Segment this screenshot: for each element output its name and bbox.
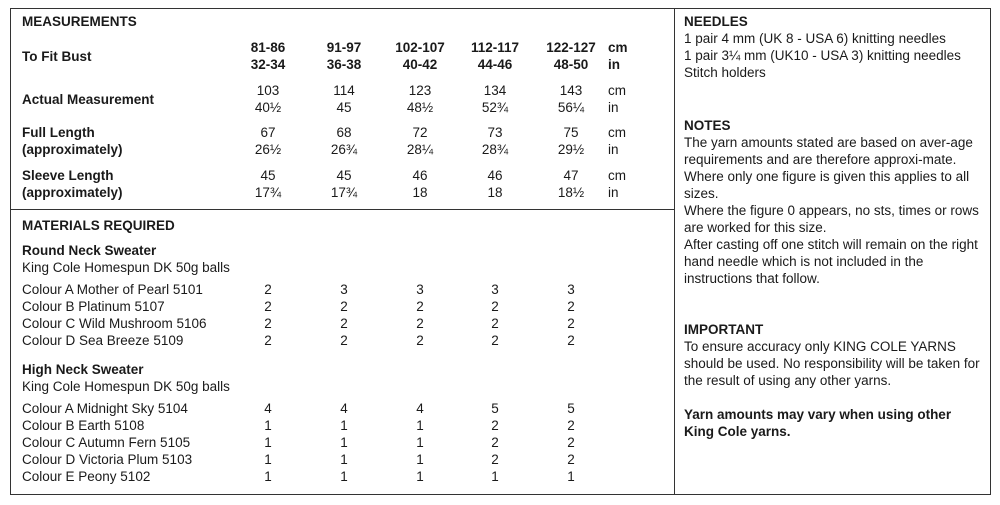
unit-in: in — [608, 100, 619, 115]
section-subtitle: King Cole Homespun DK 50g balls — [22, 379, 230, 394]
column-divider — [674, 8, 675, 495]
value-in: 18½ — [557, 185, 585, 200]
colour-name: Colour D Sea Breeze 5109 — [22, 333, 184, 348]
value-cm: 114 — [333, 83, 355, 98]
needles-line: 1 pair 4 mm (UK 8 - USA 6) knitting needles — [684, 31, 946, 46]
value-in: 40½ — [254, 100, 282, 115]
ball-count: 2 — [491, 299, 499, 314]
ball-count: 1 — [491, 469, 499, 484]
size-cm: 122-127 — [546, 40, 596, 55]
important-block — [684, 321, 980, 389]
ball-count: 2 — [340, 316, 348, 331]
important-heading: IMPORTANT — [684, 322, 764, 337]
unit-cm: cm — [608, 125, 626, 140]
ball-count: 2 — [491, 333, 499, 348]
measurement-label-sub: (approximately) — [22, 142, 123, 157]
ball-count: 1 — [567, 469, 575, 484]
ball-count: 2 — [491, 418, 499, 433]
ball-count: 4 — [264, 401, 272, 416]
colour-name: Colour C Autumn Fern 5105 — [22, 435, 191, 450]
ball-count: 2 — [567, 299, 575, 314]
value-in: 26½ — [254, 142, 282, 157]
materials-heading: MATERIALS REQUIRED — [22, 218, 175, 233]
ball-count: 2 — [340, 333, 348, 348]
ball-count: 2 — [264, 282, 272, 297]
measurement-label: To Fit Bust — [22, 49, 92, 64]
ball-count: 2 — [567, 316, 575, 331]
size-in: 32-34 — [250, 57, 286, 72]
value-in: 17¾ — [254, 185, 282, 200]
measurement-label: Sleeve Length — [22, 168, 114, 183]
needles-line: Stitch holders — [684, 65, 766, 80]
value-cm: 46 — [487, 168, 503, 183]
ball-count: 2 — [340, 299, 348, 314]
unit-in: in — [608, 142, 619, 157]
value-cm: 73 — [487, 125, 503, 140]
value-cm: 123 — [408, 83, 432, 98]
ball-count: 1 — [264, 418, 272, 433]
ball-count: 2 — [416, 299, 424, 314]
unit-cm: cm — [608, 40, 628, 55]
size-cm: 81-86 — [250, 40, 286, 55]
value-cm: 143 — [559, 83, 583, 98]
needles-heading: NEEDLES — [684, 14, 748, 29]
value-in: 26¾ — [330, 142, 358, 157]
ball-count: 1 — [264, 469, 272, 484]
value-cm: 45 — [260, 168, 276, 183]
value-in: 17¾ — [330, 185, 358, 200]
ball-count: 2 — [491, 435, 499, 450]
colour-name: Colour B Earth 5108 — [22, 418, 145, 433]
size-cm: 112-117 — [470, 40, 520, 55]
colour-name: Colour E Peony 5102 — [22, 469, 151, 484]
ball-count: 1 — [416, 435, 424, 450]
value-in: 52¾ — [481, 100, 509, 115]
value-cm: 67 — [260, 125, 276, 140]
ball-count: 1 — [340, 418, 348, 433]
ball-count: 3 — [567, 282, 575, 297]
section-subtitle: King Cole Homespun DK 50g balls — [22, 260, 230, 275]
ball-count: 1 — [340, 452, 348, 467]
section-title: High Neck Sweater — [22, 362, 144, 377]
ball-count: 2 — [416, 333, 424, 348]
value-cm: 103 — [256, 83, 280, 98]
ball-count: 3 — [416, 282, 424, 297]
measurement-label-sub: (approximately) — [22, 185, 123, 200]
size-in: 44-46 — [477, 57, 513, 72]
ball-count: 3 — [491, 282, 499, 297]
ball-count: 2 — [491, 452, 499, 467]
ball-count: 2 — [264, 316, 272, 331]
unit-cm: cm — [608, 83, 626, 98]
unit-in: in — [608, 57, 620, 72]
ball-count: 2 — [264, 333, 272, 348]
notes-line: Where only one figure is given this applies to all sizes. — [684, 169, 970, 201]
value-cm: 47 — [563, 168, 579, 183]
ball-count: 5 — [567, 401, 575, 416]
measurement-label: Full Length — [22, 125, 95, 140]
ball-count: 5 — [491, 401, 499, 416]
measurements-heading: MEASUREMENTS — [22, 14, 137, 29]
value-in: 29½ — [557, 142, 585, 157]
notes-line: The yarn amounts stated are based on aver-age requirements and are therefore approxi-mate. — [684, 135, 973, 167]
value-in: 28¼ — [406, 142, 434, 157]
value-cm: 68 — [336, 125, 352, 140]
ball-count: 2 — [264, 299, 272, 314]
size-cm: 91-97 — [326, 40, 362, 55]
ball-count: 3 — [340, 282, 348, 297]
value-cm: 72 — [412, 125, 428, 140]
value-in: 48½ — [406, 100, 434, 115]
value-in: 56¼ — [557, 100, 585, 115]
notes-block — [684, 117, 980, 287]
unit-in: in — [608, 185, 619, 200]
notes-heading: NOTES — [684, 118, 731, 133]
colour-name: Colour C Wild Mushroom 5106 — [22, 316, 207, 331]
value-in: 18 — [487, 185, 503, 200]
size-in: 36-38 — [326, 57, 362, 72]
needles-block — [684, 13, 980, 81]
section-title: Round Neck Sweater — [22, 243, 157, 258]
ball-count: 1 — [264, 452, 272, 467]
size-cm: 102-107 — [395, 40, 445, 55]
size-in: 48-50 — [553, 57, 589, 72]
colour-name: Colour D Victoria Plum 5103 — [22, 452, 193, 467]
size-in: 40-42 — [402, 57, 438, 72]
value-in: 18 — [412, 185, 428, 200]
unit-cm: cm — [608, 168, 626, 183]
colour-name: Colour A Midnight Sky 5104 — [22, 401, 188, 416]
value-cm: 45 — [336, 168, 352, 183]
ball-count: 2 — [491, 316, 499, 331]
ball-count: 1 — [416, 469, 424, 484]
ball-count: 1 — [340, 469, 348, 484]
needles-line: 1 pair 3¼ mm (UK10 - USA 3) knitting needles — [684, 48, 961, 63]
ball-count: 2 — [567, 435, 575, 450]
ball-count: 1 — [340, 435, 348, 450]
ball-count: 2 — [416, 316, 424, 331]
ball-count: 2 — [567, 333, 575, 348]
ball-count: 2 — [567, 452, 575, 467]
notes-line: After casting off one stitch will remain on the right hand needle which is not included in the instructions that follow. — [684, 237, 978, 286]
section-divider — [10, 209, 675, 210]
value-cm: 134 — [483, 83, 507, 98]
measurement-label: Actual Measurement — [22, 92, 155, 107]
ball-count: 2 — [567, 418, 575, 433]
value-cm: 46 — [412, 168, 428, 183]
yarn-warning: Yarn amounts may vary when using other King Cole yarns. — [684, 407, 952, 439]
ball-count: 1 — [416, 452, 424, 467]
ball-count: 1 — [416, 418, 424, 433]
colour-name: Colour A Mother of Pearl 5101 — [22, 282, 203, 297]
value-in: 45 — [336, 100, 352, 115]
value-in: 28¾ — [481, 142, 509, 157]
value-cm: 75 — [563, 125, 579, 140]
ball-count: 4 — [340, 401, 348, 416]
ball-count: 1 — [264, 435, 272, 450]
colour-name: Colour B Platinum 5107 — [22, 299, 165, 314]
important-text: To ensure accuracy only KING COLE YARNS should be used. No responsibility will be taken for the result of using any other yarns. — [684, 339, 980, 388]
notes-line: Where the figure 0 appears, no sts, times or rows are worked for this size. — [684, 203, 979, 235]
ball-count: 4 — [416, 401, 424, 416]
